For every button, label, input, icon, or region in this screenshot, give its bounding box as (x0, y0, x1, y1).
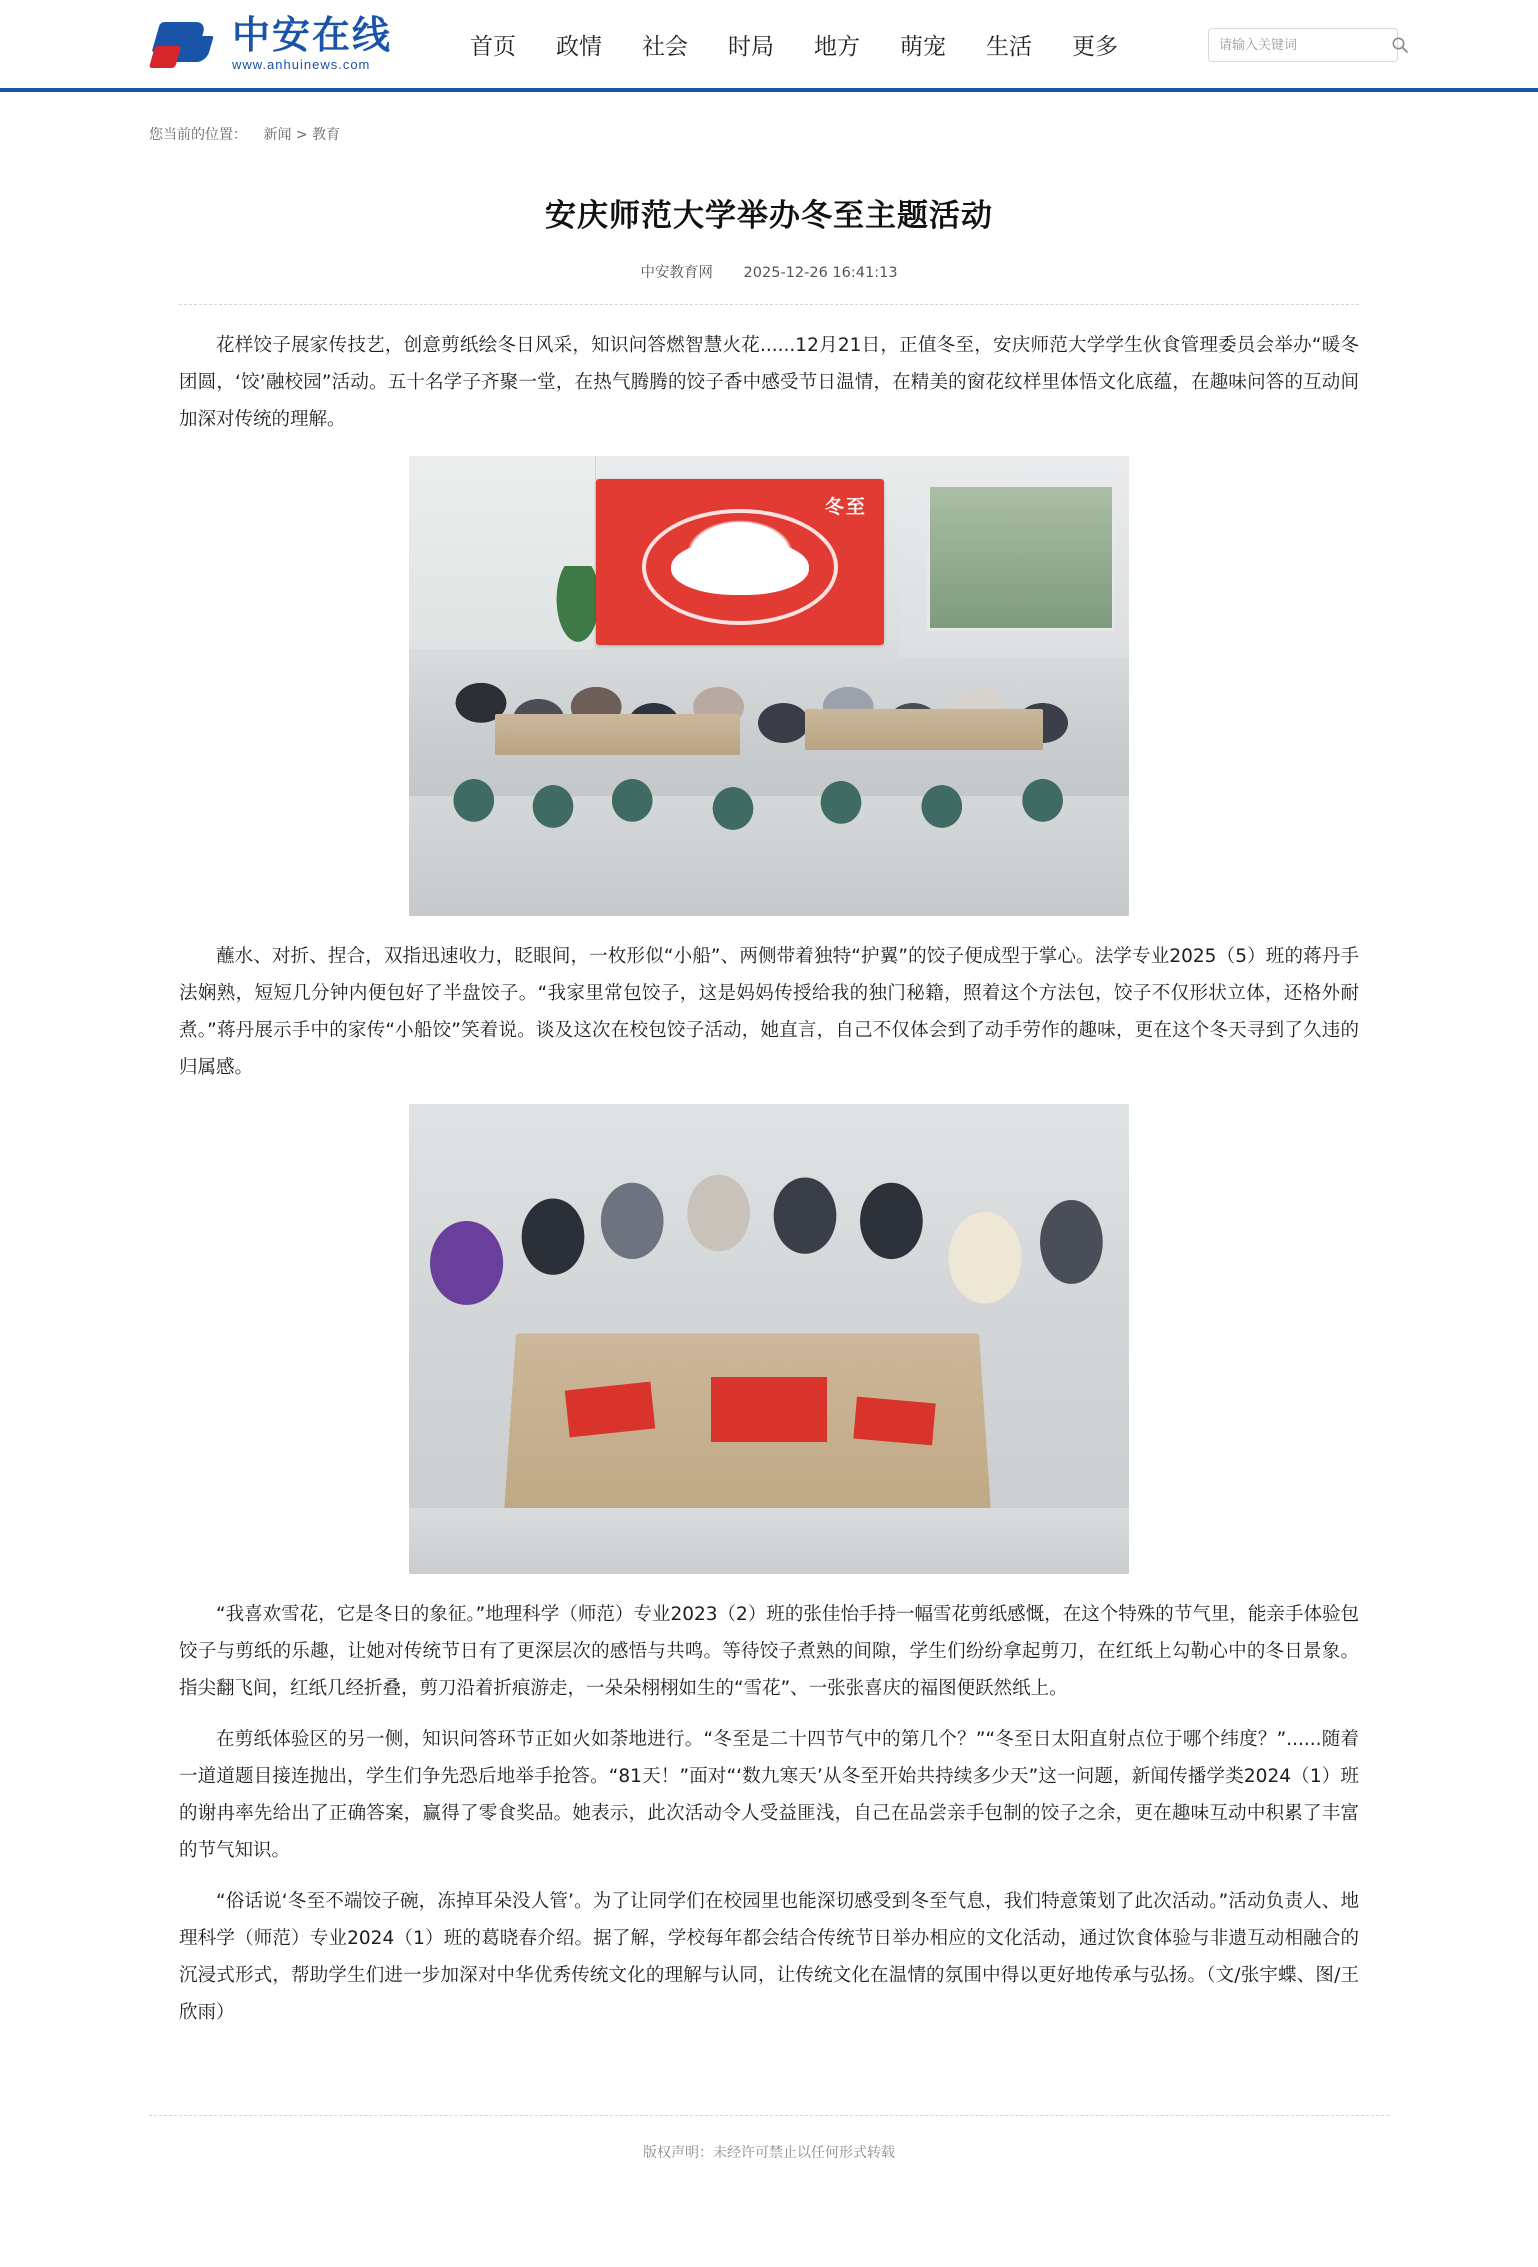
search-input[interactable] (1217, 37, 1391, 54)
article-paragraph: 花样饺子展家传技艺，创意剪纸绘冬日风采，知识问答燃智慧火花......12月21日，正值冬至，安庆师范大学学生伙食管理委员会举办“暖冬团圆，‘饺’融校园”活动。五十名学子齐聚一堂，在热气腾腾的饺子香中感受节日温情，在精美的窗花纹样里体悟文化底蕴，在趣味问答的互动间加深对传统的理解。 (179, 335, 1359, 430)
main-navigation (470, 28, 1118, 61)
article-card (149, 190, 1389, 2075)
copyright-notice: 版权声明：未经许可禁止以任何形式转载 (643, 2145, 895, 2161)
article-figure-2 (179, 1104, 1359, 1574)
logo-icon (150, 16, 222, 72)
search-icon[interactable] (1391, 36, 1409, 54)
site-header (0, 0, 1538, 92)
site-logo[interactable] (150, 12, 440, 73)
nav-item-current-affairs[interactable]: 时局 (728, 33, 774, 60)
site-footer (149, 2115, 1389, 2192)
nav-item-local[interactable]: 地方 (814, 33, 860, 60)
article-body (179, 305, 1359, 2031)
breadcrumb-path[interactable]: 新闻 > 教育 (263, 127, 341, 143)
nav-item-life[interactable]: 生活 (986, 33, 1032, 60)
logo-text-block (232, 12, 393, 73)
nav-item-society[interactable]: 社会 (642, 33, 688, 60)
article-paragraph: “俗话说‘冬至不端饺子碗，冻掉耳朵没人管’。为了让同学们在校园里也能深切感受到冬至气息，我们特意策划了此次活动。”活动负责人、地理科学（师范）专业2024（1）班的葛晓春介绍。据了解，学校每年都会结合传统节日举办相应的文化活动，通过饮食体验与非遗互动相融合的沉浸式形式，帮助学生们进一步加深对中华优秀传统文化的理解与认同，让传统文化在温情的氛围中得以更好地传承与弘扬。（文/张宇蝶、图/王欣雨） (179, 1891, 1359, 2023)
breadcrumb-label: 您当前的位置： (149, 127, 247, 143)
search-box[interactable] (1208, 28, 1398, 62)
banner-badge: 冬至 (824, 496, 867, 519)
nav-item-politics[interactable]: 政情 (556, 33, 602, 60)
logo-title-en: www.anhuinews.com (232, 57, 371, 73)
article-paragraph: 在剪纸体验区的另一侧，知识问答环节正如火如荼地进行。“冬至是二十四节气中的第几个？”“冬至日太阳直射点位于哪个纬度？”......随着一道道题目接连抛出，学生们争先恐后地举手抢答。“81天！”面对“‘数九寒天’从冬至开始共持续多少天”这一问题，新闻传播学类2024（1）班的谢冉率先给出了正确答案，赢得了零食奖品。她表示，此次活动令人受益匪浅，自己在品尝亲手包制的饺子之余，更在趣味互动中积累了丰富的节气知识。 (179, 1729, 1359, 1861)
photo-papercutting-activity (409, 1104, 1129, 1574)
article-timestamp: 2025-12-26 16:41:13 (743, 265, 898, 281)
breadcrumb (149, 92, 1389, 162)
winter-solstice-banner-icon (596, 479, 884, 645)
page-container (149, 92, 1389, 2192)
article-meta (179, 261, 1359, 305)
article-paragraph: “我喜欢雪花，它是冬日的象征。”地理科学（师范）专业2023（2）班的张佳怡手持一幅雪花剪纸感慨，在这个特殊的节气里，能亲手体验包饺子与剪纸的乐趣，让她对传统节日有了更深层次的感悟与共鸣。等待饺子煮熟的间隙，学生们纷纷拿起剪刀，在红纸上勾勒心中的冬日景象。指尖翻飞间，红纸几经折叠，剪刀沿着折痕游走，一朵朵栩栩如生的“雪花”、一张张喜庆的福图便跃然纸上。 (179, 1604, 1359, 1699)
nav-item-more[interactable]: 更多 (1072, 33, 1118, 60)
nav-item-pets[interactable]: 萌宠 (900, 33, 946, 60)
article-source: 中安教育网 (640, 265, 713, 281)
article-figure-1 (179, 456, 1359, 916)
article-paragraph: 蘸水、对折、捏合，双指迅速收力，眨眼间，一枚形似“小船”、两侧带着独特“护翼”的饺子便成型于掌心。法学专业2025（5）班的蒋丹手法娴熟，短短几分钟内便包好了半盘饺子。“我家里常包饺子，这是妈妈传授给我的独门秘籍，照着这个方法包，饺子不仅形状立体，还格外耐煮。”蒋丹展示手中的家传“小船饺”笑着说。谈及这次在校包饺子活动，她直言，自己不仅体会到了动手劳作的趣味，更在这个冬天寻到了久违的归属感。 (179, 946, 1359, 1078)
nav-item-home[interactable]: 首页 (470, 33, 516, 60)
logo-title-cn: 中安在线 (232, 12, 393, 57)
photo-canteen-dumplings (409, 456, 1129, 916)
page-title: 安庆师范大学举办冬至主题活动 (545, 198, 993, 234)
